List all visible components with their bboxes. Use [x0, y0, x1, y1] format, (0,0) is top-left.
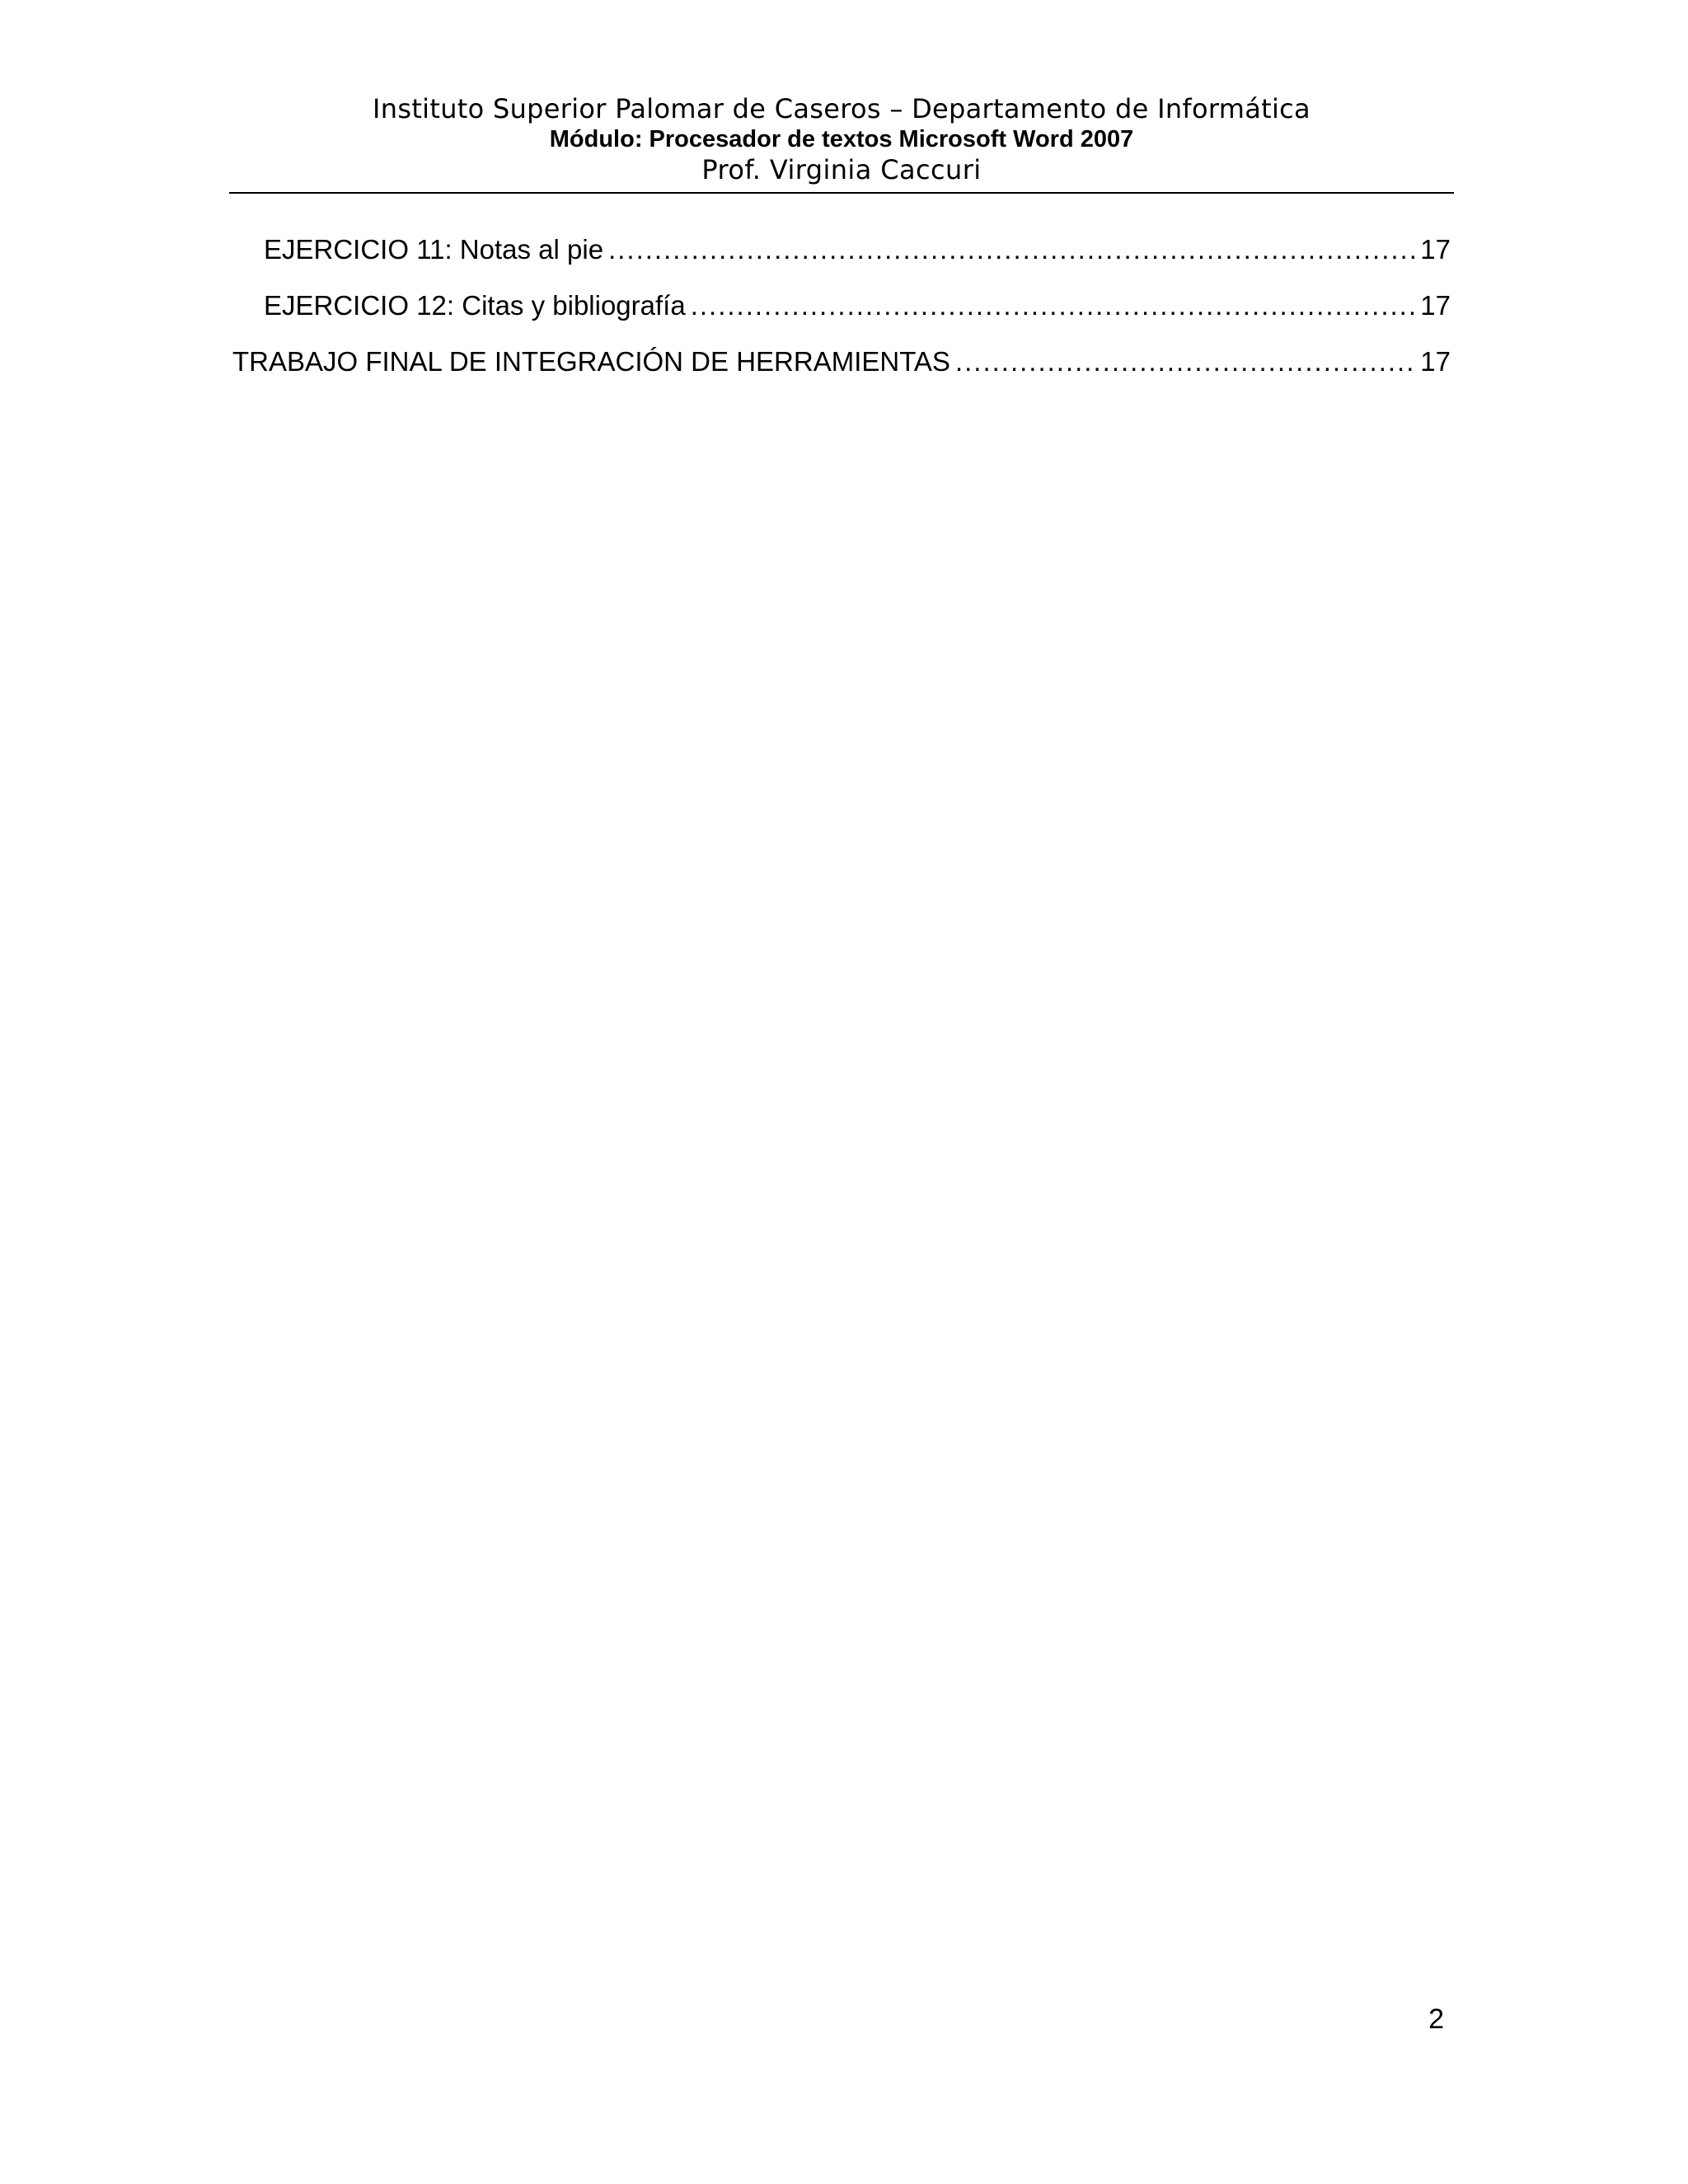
toc-entry[interactable] [232, 341, 1451, 397]
header-institution: Instituto Superior Palomar de Caseros – Departamento de Informática [373, 93, 1311, 124]
toc-entry-page: 17 [1420, 234, 1451, 265]
toc-dot-leader [608, 229, 1415, 270]
header-professor: Prof. Virginia Caccuri [701, 154, 982, 185]
toc-entry[interactable] [232, 285, 1451, 341]
toc-entry-title: TRABAJO FINAL DE INTEGRACIÓN DE HERRAMIENTAS [232, 346, 950, 377]
toc-entry-title: EJERCICIO 12: Citas y bibliografía [264, 290, 686, 321]
table-of-contents [232, 229, 1451, 397]
toc-dot-leader [691, 285, 1416, 326]
toc-entry[interactable] [232, 229, 1451, 285]
header-divider [229, 192, 1454, 194]
page-number: 2 [1428, 2004, 1444, 2035]
toc-entry-title: EJERCICIO 11: Notas al pie [264, 234, 604, 265]
header-module: Módulo: Procesador de textos Microsoft Word 2007 [549, 126, 1134, 152]
toc-dot-leader [955, 341, 1415, 382]
toc-entry-page: 17 [1420, 346, 1451, 377]
page-header [229, 92, 1454, 186]
toc-entry-page: 17 [1420, 290, 1451, 321]
